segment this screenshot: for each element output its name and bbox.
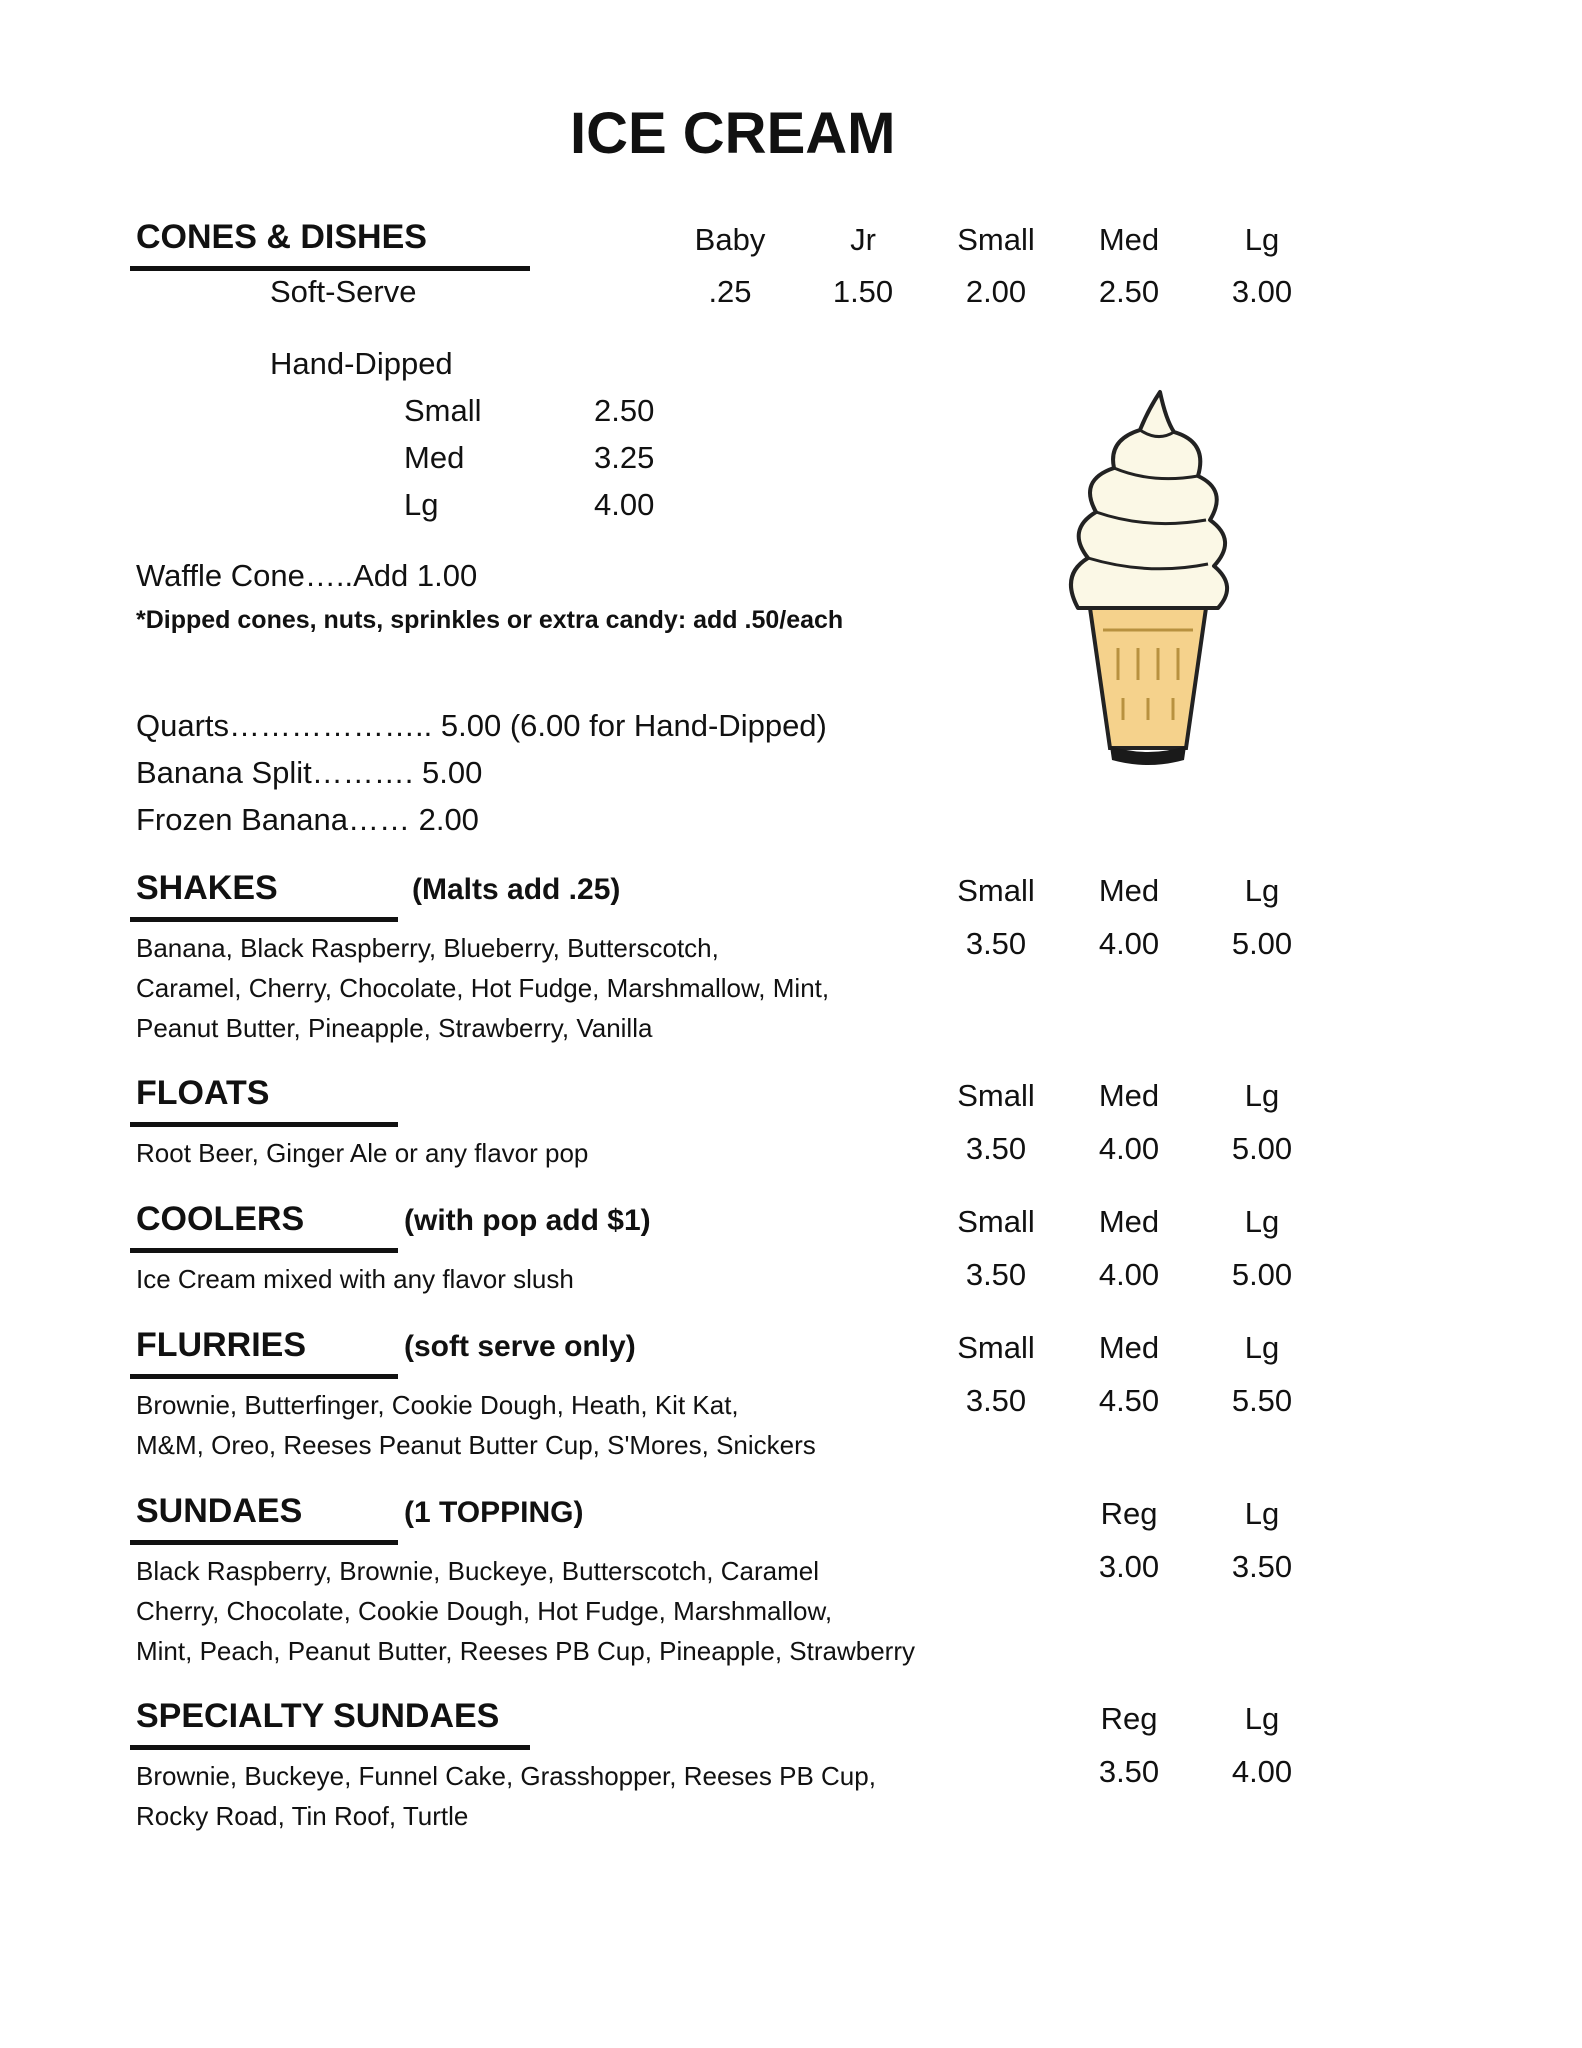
- specialty-size-reg: Reg: [1100, 1701, 1158, 1736]
- cones-heading: CONES & DISHES: [136, 218, 427, 256]
- flurries-note: (soft serve only): [404, 1330, 636, 1363]
- cones-size-baby: Baby: [694, 222, 766, 257]
- soft-serve-swirl: [1071, 392, 1227, 608]
- cones-size-lg: Lg: [1244, 222, 1280, 257]
- coolers-desc: [136, 1259, 574, 1299]
- shakes-flavors-line-2: Caramel, Cherry, Chocolate, Hot Fudge, Marshmallow, Mint,: [136, 973, 830, 1003]
- shakes-price-lg: 5.00: [1231, 926, 1293, 961]
- coolers-heading: COOLERS: [136, 1200, 305, 1238]
- cones-size-jr: Jr: [850, 222, 876, 257]
- soft-serve-price-small: 2.00: [965, 274, 1027, 309]
- sundaes-size-reg: Reg: [1100, 1496, 1158, 1531]
- specialty-heading-rule: [130, 1745, 530, 1750]
- floats-flavors-line-1: Root Beer, Ginger Ale or any flavor pop: [136, 1138, 589, 1168]
- frozen-banana-line: Frozen Banana…… 2.00: [136, 802, 479, 837]
- shakes-size-med: Med: [1098, 873, 1160, 908]
- flurries-size-med: Med: [1098, 1330, 1160, 1365]
- flurries-price-lg: 5.50: [1231, 1383, 1293, 1418]
- coolers-size-small: Small: [957, 1204, 1035, 1239]
- hand-dipped-price-med: 3.25: [594, 440, 655, 475]
- hand-dipped-size-lg: Lg: [404, 487, 439, 522]
- flurries-heading-rule: [130, 1374, 398, 1379]
- ice-cream-cone-icon: [1048, 380, 1248, 780]
- coolers-size-med: Med: [1098, 1204, 1160, 1239]
- shakes-size-small: Small: [957, 873, 1035, 908]
- soft-serve-price-jr: 1.50: [832, 274, 894, 309]
- cones-size-med: Med: [1098, 222, 1160, 257]
- sundaes-heading: SUNDAES: [136, 1492, 303, 1530]
- shakes-size-lg: Lg: [1244, 873, 1280, 908]
- hand-dipped-size-small: Small: [404, 393, 482, 428]
- sundaes-toppings-line-1: Black Raspberry, Brownie, Buckeye, Butterscotch, Caramel: [136, 1556, 820, 1586]
- shakes-heading-rule: [130, 917, 398, 922]
- sundaes-toppings-line-2: Cherry, Chocolate, Cookie Dough, Hot Fudge, Marshmallow,: [136, 1596, 833, 1626]
- flurries-size-lg: Lg: [1244, 1330, 1280, 1365]
- floats-price-small: 3.50: [965, 1131, 1027, 1166]
- specialty-price-reg: 3.50: [1098, 1754, 1160, 1789]
- flurries-flavors-line-1: Brownie, Butterfinger, Cookie Dough, Heath, Kit Kat,: [136, 1390, 739, 1420]
- banana-split-line: Banana Split………. 5.00: [136, 755, 483, 790]
- specialty-list: [136, 1756, 876, 1836]
- floats-size-lg: Lg: [1244, 1078, 1280, 1113]
- coolers-heading-rule: [130, 1248, 398, 1253]
- shakes-flavors-line-3: Peanut Butter, Pineapple, Strawberry, Vanilla: [136, 1013, 653, 1043]
- flurries-price-med: 4.50: [1098, 1383, 1160, 1418]
- hand-dipped-size-med: Med: [404, 440, 465, 475]
- soft-serve-price-baby: .25: [708, 274, 752, 309]
- soft-serve-price-lg: 3.00: [1231, 274, 1293, 309]
- sundaes-toppings: [136, 1551, 915, 1671]
- cone-wafer: [1090, 608, 1206, 765]
- extras-note: *Dipped cones, nuts, sprinkles or extra candy: add .50/each: [136, 606, 844, 634]
- waffle-cone-line: Waffle Cone…..Add 1.00: [136, 558, 478, 593]
- cones-size-small: Small: [957, 222, 1035, 257]
- floats-price-med: 4.00: [1098, 1131, 1160, 1166]
- flurries-size-small: Small: [957, 1330, 1035, 1365]
- shakes-heading: SHAKES: [136, 869, 278, 907]
- sundaes-heading-rule: [130, 1540, 398, 1545]
- soft-serve-label: Soft-Serve: [270, 274, 417, 309]
- flurries-price-small: 3.50: [965, 1383, 1027, 1418]
- coolers-note: (with pop add $1): [404, 1204, 651, 1237]
- specialty-list-line-2: Rocky Road, Tin Roof, Turtle: [136, 1801, 469, 1831]
- floats-heading-rule: [130, 1122, 398, 1127]
- flurries-heading: FLURRIES: [136, 1326, 306, 1364]
- coolers-price-small: 3.50: [965, 1257, 1027, 1292]
- floats-size-med: Med: [1098, 1078, 1160, 1113]
- sundaes-size-lg: Lg: [1244, 1496, 1280, 1531]
- sundaes-price-reg: 3.00: [1098, 1549, 1160, 1584]
- sundaes-toppings-line-3: Mint, Peach, Peanut Butter, Reeses PB Cup, Pineapple, Strawberry: [136, 1636, 915, 1666]
- shakes-flavors-line-1: Banana, Black Raspberry, Blueberry, Butterscotch,: [136, 933, 719, 963]
- specialty-size-lg: Lg: [1244, 1701, 1280, 1736]
- hand-dipped-price-lg: 4.00: [594, 487, 655, 522]
- floats-size-small: Small: [957, 1078, 1035, 1113]
- cones-heading-rule: [130, 266, 530, 271]
- shakes-price-med: 4.00: [1098, 926, 1160, 961]
- floats-heading: FLOATS: [136, 1074, 270, 1112]
- flurries-flavors-line-2: M&M, Oreo, Reeses Peanut Butter Cup, S'Mores, Snickers: [136, 1430, 816, 1460]
- sundaes-note: (1 TOPPING): [404, 1496, 584, 1529]
- flurries-flavors: [136, 1385, 816, 1465]
- coolers-price-med: 4.00: [1098, 1257, 1160, 1292]
- soft-serve-price-med: 2.50: [1098, 274, 1160, 309]
- coolers-price-lg: 5.00: [1231, 1257, 1293, 1292]
- coolers-size-lg: Lg: [1244, 1204, 1280, 1239]
- shakes-note: (Malts add .25): [412, 873, 621, 906]
- shakes-price-small: 3.50: [965, 926, 1027, 961]
- shakes-flavors: [136, 928, 829, 1048]
- specialty-list-line-1: Brownie, Buckeye, Funnel Cake, Grasshopper, Reeses PB Cup,: [136, 1761, 876, 1791]
- quarts-line: Quarts……………….. 5.00 (6.00 for Hand-Dipped): [136, 708, 827, 743]
- hand-dipped-price-small: 2.50: [594, 393, 655, 428]
- coolers-desc-line-1: Ice Cream mixed with any flavor slush: [136, 1264, 574, 1294]
- page-title: ICE CREAM: [570, 101, 896, 166]
- floats-flavors: [136, 1133, 588, 1173]
- specialty-heading: SPECIALTY SUNDAES: [136, 1697, 500, 1735]
- sundaes-price-lg: 3.50: [1231, 1549, 1293, 1584]
- floats-price-lg: 5.00: [1231, 1131, 1293, 1166]
- specialty-price-lg: 4.00: [1231, 1754, 1293, 1789]
- hand-dipped-label: Hand-Dipped: [270, 346, 453, 381]
